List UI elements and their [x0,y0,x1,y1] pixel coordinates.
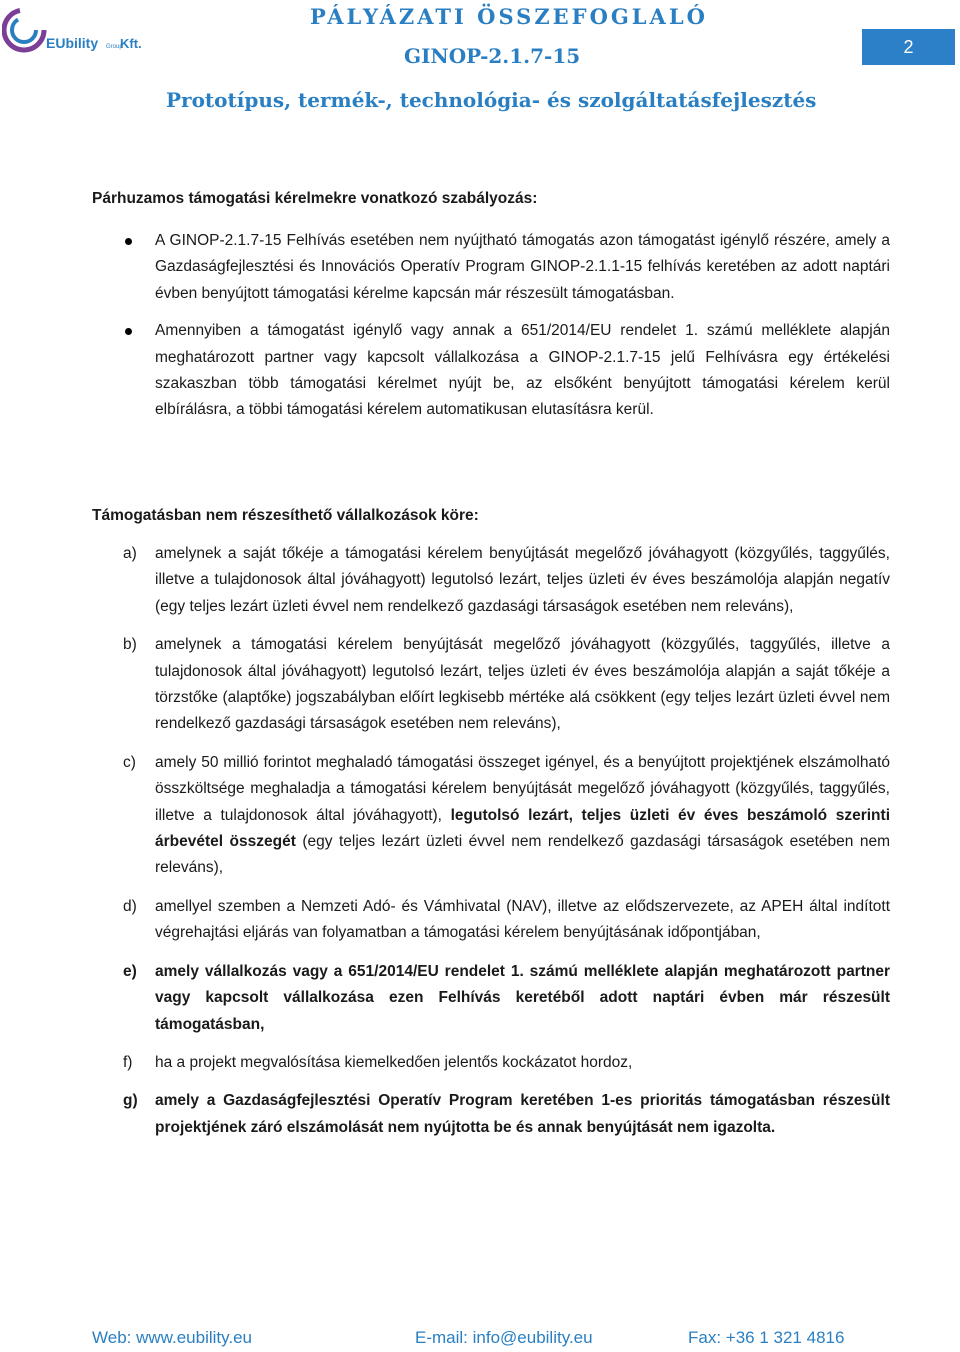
list-item-text: amelynek a támogatási kérelem benyújtását megelőző jóváhagyott (közgyűlés, taggyűlés, illetve a tulajdonosok által jóváhagyott) legutolsó lezárt, teljes üzleti év éves beszámolója alapján a saját tőkéje a törzstőke (alaptőke) jogszabályban előírt legkisebb mértéke alá csökkent (egy teljes lezárt üzleti évvel nem rendelkező gazdasági társaságok esetében nem releváns), [155,636,890,733]
section-heading-parallel: Párhuzamos támogatási kérelmekre vonatkozó szabályozás: [92,190,538,207]
bullet-icon [125,238,132,245]
list-item [92,1050,890,1076]
item-label: g) [123,1092,138,1110]
list-item [92,541,890,620]
item-label: c) [123,753,136,771]
list-item-text: A GINOP-2.1.7-15 Felhívás esetében nem nyújtható támogatás azon támogatást igénylő részére, amely a Gazdaságfejlesztési és Innovációs Operatív Program GINOP-2.1.1-15 felhívás keretében az adott naptári évben benyújtott támogatási kérelme kapcsán már részesült támogatásban. [155,232,890,302]
footer-email-link[interactable]: E-mail: info@eubility.eu [415,1328,593,1347]
list-item-text: (egy teljes lezárt üzleti évvel nem rendelkező gazdasági társaságok esetében nem releváns), [155,833,890,877]
list-item-text: amely a Gazdaságfejlesztési Operatív Program keretében 1-es prioritás támogatásban részesült projektjének záró elszámolását nem nyújtotta be és annak benyújtását nem igazolta. [155,1092,890,1136]
section-heading-excluded: Támogatásban nem részesíthető vállalkozások köre: [92,507,479,524]
list-item [92,228,890,307]
logo-kft-text: Kft. [120,36,142,51]
list-item-text: amely vállalkozás vagy a 651/2014/EU rendelet 1. számú melléklete alapján meghatározott partner vagy kapcsolt vállalkozása ezen Felhívás keretéből adott naptári évben már részesült támogatásban, [155,962,890,1033]
company-logo [2,4,152,56]
parallel-rules-list [92,228,890,435]
list-item-bold-text: legutolsó lezárt, teljes üzleti év éves beszámoló szerinti árbevétel összegét [155,806,890,851]
item-label: d) [123,897,137,915]
item-label: b) [123,636,137,654]
item-label: f) [123,1053,133,1071]
list-item [92,959,890,1038]
excluded-companies-list [92,541,890,1153]
program-code: GINOP-2.1.7-15 [404,44,581,68]
footer-fax: Fax: +36 1 321 4816 [688,1328,845,1347]
list-item-text: Amennyiben a támogatást igénylő vagy annak a 651/2014/EU rendelet 1. számú melléklete alapján meghatározott partner vagy kapcsolt vállalkozása a GINOP-2.1.7-15 jelű Felhívásra egy értékelési szakaszban több támogatási kérelmet nyújt be, az elsőként benyújtott támogatási kérelem kerül elbírálásra, a többi támogatási kérelem automatikusan elutasításra kerül. [155,322,890,419]
list-item-text: amelynek a saját tőkéje a támogatási kérelem benyújtását megelőző jóváhagyott (közgyűlés, taggyűlés, illetve a tulajdonosok által jóváhagyott) legutolsó lezárt, teljes üzleti év éves beszámolója alapján negatív (egy teljes lezárt üzleti évvel nem rendelkező gazdasági társaságok esetében nem releváns), [155,545,890,615]
list-item-text: amely 50 millió forintot meghaladó támogatási összeget igényel, és a benyújtott projektjének elszámolható összköltsége meghaladja a támogatási kérelem benyújtását megelőző jóváhagyott (közgyűlés, taggyűlés, illetve a tulajdonosok által jóváhagyott), [155,753,890,824]
list-item [92,318,890,424]
logo-small-text: Group [106,44,123,50]
document-subtitle: Prototípus, termék-, technológia- és szolgáltatásfejlesztés [166,88,817,112]
item-label: e) [123,962,137,980]
list-item-text: amellyel szemben a Nemzeti Adó- és Vámhivatal (NAV), illetve az elődszervezete, az APEH által indított végrehajtási eljárás van folyamatban a támogatási kérelem benyújtásának időpontjában, [155,897,890,942]
item-label: a) [123,545,137,562]
list-item [92,750,890,882]
list-item [92,894,890,947]
list-item [92,632,890,738]
logo-text: EUbility [46,35,99,51]
list-item [92,1088,890,1141]
page-number: 2 [862,29,955,65]
document-title: PÁLYÁZATI ÖSSZEFOGLALÓ [310,4,708,29]
bullet-icon [125,328,132,335]
footer-web-link[interactable]: Web: www.eubility.eu [92,1328,252,1347]
list-item-text: ha a projekt megvalósítása kiemelkedően jelentős kockázatot hordoz, [155,1053,633,1071]
